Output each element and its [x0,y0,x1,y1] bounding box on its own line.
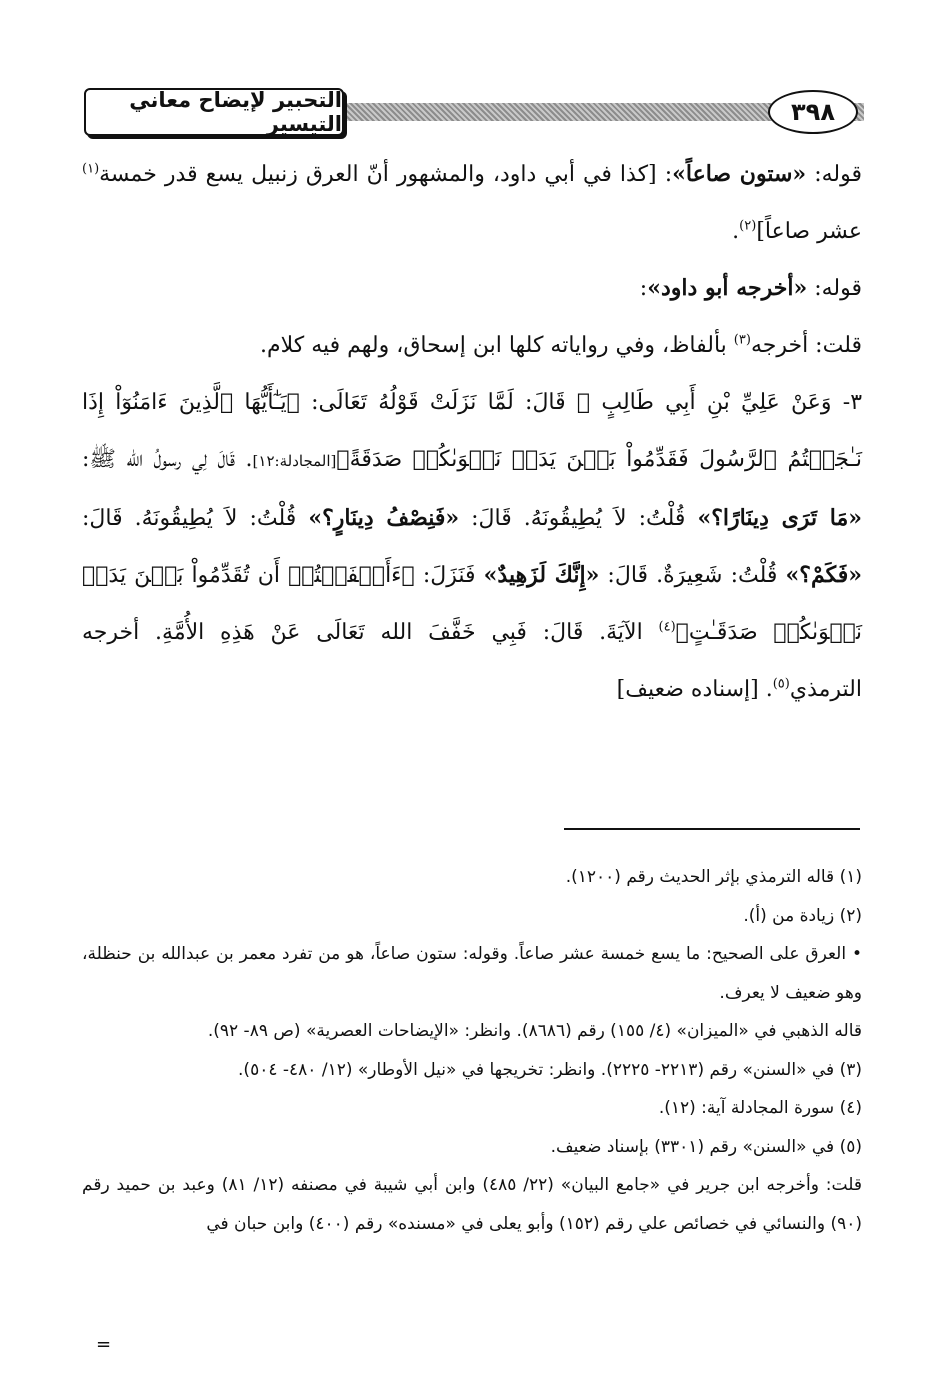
footnote: (٣) في «السنن» رقم (٢٢١٣- ٢٢٢٥). وانظر: تخريجها في «نيل الأوطار» (١٢/ ٤٨٠- ٥٠٤). [238,1059,862,1080]
paragraph-3 [82,317,862,374]
prophet-speech: «مَا تَرَى دِينَارًا؟» [697,505,863,531]
text: : [639,276,648,301]
quoted-phrase: «أخرجه أبو داود» [647,275,808,301]
footnote-ref: (١) [82,161,100,177]
footnote: (٥) في «السنن» رقم (٣٣٠١) بإسناد ضعيف. [550,1136,862,1157]
text: فَنَزَلَ: [414,563,484,588]
text: . [إسناده ضعيف] [616,677,773,702]
footnote: (٢) زيادة من (أ). [743,905,862,926]
page-header [84,86,864,140]
footnote: قاله الذهبي في «الميزان» (٤/ ١٥٥) رقم (٨٦٨٦). وانظر: «الإيضاحات العصرية» (ص ٨٩- ٩٢). [207,1021,862,1041]
text: قُلْتُ: لاَ يُطِيقُونَهُ. قَالَ: [459,506,698,531]
footnote: (١) قاله الترمذي بإثر الحديث رقم (١٢٠٠). [565,867,862,887]
footnote-separator [564,828,860,830]
quran-verse: ﴿يَـٰٓأَيُّهَا ٱلَّذِينَ ءَامَنُوٓاْ إِذَا نَـٰجَيۡتُمُ ٱلرَّسُولَ فَقَدِّمُواْ بَيۡنَ يَدَيۡ نَجۡوَىٰكُمۡ صَدَقَةً﴾ [82,390,862,472]
footnote-ref: (٥) [772,676,790,692]
quoted-phrase: «ستون صاعاً» [672,161,807,187]
page-number: ٣٩٨ [768,90,858,134]
text: . [732,219,740,244]
continuation-mark: = [96,1334,112,1355]
running-title: التحبير لإيضاح معاني التيسير [84,88,344,136]
text: قُلْتُ: شَعِيرَةٌ. قَالَ: [599,563,786,588]
text: عشر صاعاً] [756,219,862,244]
quran-verse: ﴿ءَأَشۡفَقۡتُمۡ أَن تُقَدِّمُواْ بَيۡنَ يَدَيۡ نَجۡوَىٰكُمۡ صَدَقَـٰتٍ﴾ [82,563,862,645]
hadith-paragraph [82,374,862,718]
footnote-ref: (٤) [658,619,676,635]
footnote: • العرق على الصحيح: ما يسع خمسة عشر صاعاً. وقوله: ستون صاعاً، هو من تفرد معمر بن عبدالله بن حنظلة، وهو ضعيف لا يعرف. [82,944,862,1003]
verse-reference: [المجادلة:١٢] [252,452,337,470]
text: قُلْتُ: لاَ يُطِيقُونَهُ. قَالَ: [82,506,309,531]
prophet-speech: «فَنِصْفُ دِينَارٍ؟» [308,505,460,531]
footnotes [82,858,862,1243]
text: الآيَةَ. قَالَ: فَبِي خَفَّفَ الله تَعَالَى عَنْ هَذِهِ الأُمَّةِ. أخرجه الترمذي [82,620,862,702]
text: ٣- وَعَنْ عَلِيِّ بْنِ أَبِي طَالِبٍ ﷺ قَالَ: لَمَّا نَزَلَتْ قَوْلُهُ تَعَالَى: [299,390,863,415]
text: . قَالَ لِي رسولُ الله ﷺ: [82,447,253,472]
footnote: قلت: وأخرجه ابن جرير في «جامع البيان» (٢٢/ ٤٨٥) وابن أبي شيبة في مصنفه (١٢/ ٨١) وعبد بن حميد رقم (٩٠) والنسائي في خصائص علي رقم (١٥٢) وأبو يعلى في «مسنده» رقم (٤٠٠) وابن حبان في [82,1175,862,1234]
text: : [كذا في أبي داود، والمشهور أنّ العرق زنبيل يسع قدر خمسة [99,162,673,187]
footnote-ref: (٣) [733,332,751,348]
text: قوله: [806,162,862,187]
main-text [82,146,862,718]
prophet-speech: «إِنَّكَ لَزَهِيدٌ» [483,562,600,588]
footnote-ref: (٢) [739,218,757,234]
prophet-speech: «فَكَمْ؟» [785,562,862,588]
text: قلت: أخرجه [750,333,862,358]
text: بألفاظ، وفي رواياته كلها ابن إسحاق، ولهم فيه كلام. [259,333,734,358]
paragraph-2 [82,260,862,317]
footnote: (٤) سورة المجادلة آية: (١٢). [658,1098,862,1118]
text: قوله: [807,276,862,301]
paragraph-1 [82,146,862,260]
